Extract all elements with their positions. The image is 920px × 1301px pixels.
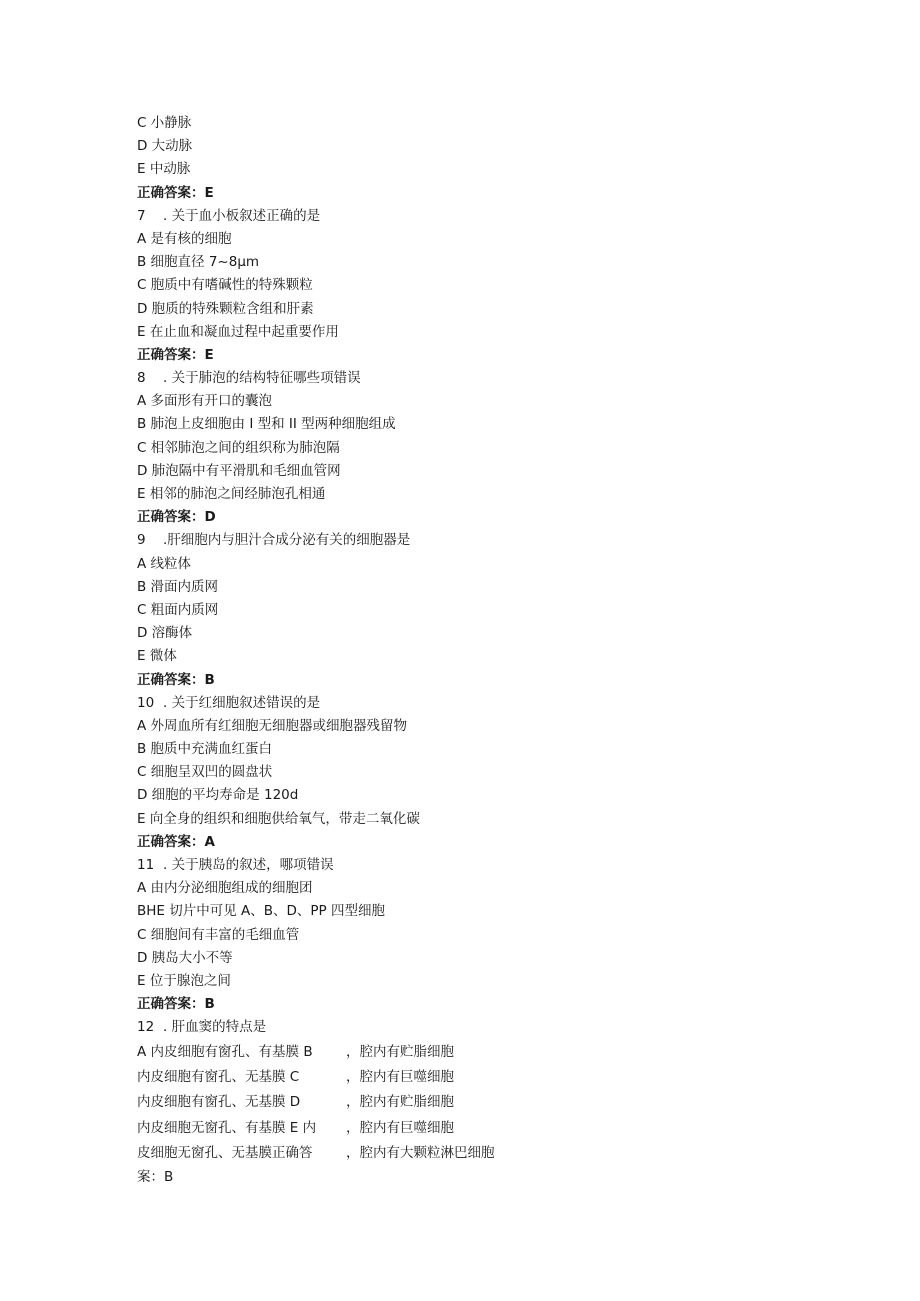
question-number: 8: [137, 370, 146, 387]
question-number: 7: [137, 207, 146, 224]
question-stem: [137, 692, 857, 715]
question-stem: [137, 1016, 857, 1039]
question-number: 11: [137, 857, 155, 873]
question-text: .肝细胞内与胆汁合成分泌有关的细胞器是: [163, 532, 411, 549]
option-line: [137, 1141, 857, 1166]
option-line: [137, 1116, 857, 1141]
answer-option: C 粗面内质网: [137, 601, 219, 618]
answer-option: A 由内分泌细胞组成的细胞团: [137, 880, 313, 897]
option-line: [137, 1065, 857, 1090]
option-line: [137, 1090, 857, 1115]
document-page: [137, 112, 857, 1190]
question-number: 12: [137, 1019, 155, 1036]
question-stem: [137, 205, 857, 228]
answer-option: A 外周血所有红细胞无细胞器或细胞器残留物: [137, 717, 408, 734]
question-stem: [137, 854, 857, 877]
answer-option: E 在止血和凝血过程中起重要作用: [137, 323, 339, 340]
correct-answer: 正确答案：B: [137, 996, 215, 1013]
answer-option: B 肺泡上皮细胞由 I 型和 II 型两种细胞组成: [137, 416, 396, 433]
answer-option: D 胰岛大小不等: [137, 949, 233, 966]
answer-option: D 溶酶体: [137, 625, 193, 642]
correct-answer: 正确答案：B: [137, 671, 215, 688]
option-left-text: 内皮细胞有窗孔、无基膜 C: [137, 1068, 300, 1085]
answer-option: C 相邻肺泡之间的组织称为肺泡隔: [137, 439, 340, 456]
option-right-text: ，腔内有贮脂细胞: [346, 1094, 454, 1111]
question-text: . 关于红细胞叙述错误的是: [163, 694, 321, 711]
answer-option: D 肺泡隔中有平滑肌和毛细血管网: [137, 462, 341, 479]
answer-option: C 细胞间有丰富的毛细血管: [137, 926, 300, 943]
question-12-options: [137, 1040, 857, 1167]
answer-option: B 滑面内质网: [137, 578, 219, 595]
answer-option: C 细胞呈双凹的圆盘状: [137, 764, 273, 781]
option-left-text: 内皮细胞无窗孔、有基膜 E 内: [137, 1119, 317, 1136]
question-text: . 肝血窦的特点是: [163, 1019, 267, 1036]
question-stem: [137, 367, 857, 390]
question-stem: [137, 529, 857, 552]
correct-answer: 正确答案：A: [137, 833, 215, 850]
answer-option: C 胞质中有嗜碱性的特殊颗粒: [137, 277, 313, 294]
answer-option: A 是有核的细胞: [137, 230, 232, 247]
answer-option: E 向全身的组织和细胞供给氧气，带走二氧化碳: [137, 810, 420, 827]
question-text: . 关于血小板叙述正确的是: [163, 207, 321, 224]
answer-option: E 中动脉: [137, 161, 191, 178]
option-line: [137, 1040, 857, 1065]
answer-option: D 细胞的平均寿命是 120d: [137, 787, 299, 804]
option-right-text: ，腔内有巨噬细胞: [346, 1119, 454, 1136]
correct-answer: 正确答案：E: [137, 346, 214, 363]
question-list: [137, 112, 857, 1040]
final-answer-line: 案：B: [137, 1169, 174, 1186]
answer-option: A 多面形有开口的囊泡: [137, 393, 273, 410]
question-text: . 关于肺泡的结构特征哪些项错误: [163, 370, 361, 387]
answer-option: E 位于腺泡之间: [137, 972, 231, 989]
option-right-text: ，腔内有大颗粒淋巴细胞: [346, 1145, 495, 1162]
question-number: 10: [137, 694, 155, 711]
answer-option: E 相邻的肺泡之间经肺泡孔相通: [137, 486, 326, 502]
correct-answer: 正确答案：D: [137, 509, 216, 526]
question-text: . 关于胰岛的叙述，哪项错误: [163, 857, 334, 873]
answer-option: C 小静脉: [137, 115, 192, 131]
option-right-text: ，腔内有巨噬细胞: [346, 1068, 454, 1085]
option-left-text: 内皮细胞有窗孔、无基膜 D: [137, 1094, 301, 1111]
option-right-text: ，腔内有贮脂细胞: [346, 1043, 454, 1060]
option-left-text: A 内皮细胞有窗孔、有基膜 B: [137, 1043, 313, 1060]
question-number: 9: [137, 532, 146, 549]
answer-option: E 微体: [137, 648, 177, 665]
answer-option: A 线粒体: [137, 555, 192, 572]
answer-option: D 大动脉: [137, 138, 193, 155]
answer-option: B 细胞直径 7~8μm: [137, 254, 260, 271]
correct-answer: 正确答案：E: [137, 184, 214, 201]
option-left-text: 皮细胞无窗孔、无基膜正确答: [137, 1145, 313, 1162]
answer-option: D 胞质的特殊颗粒含组和肝素: [137, 300, 314, 317]
answer-option: BHE 切片中可见 A、B、D、PP 四型细胞: [137, 903, 385, 920]
answer-option: B 胞质中充满血红蛋白: [137, 741, 273, 758]
